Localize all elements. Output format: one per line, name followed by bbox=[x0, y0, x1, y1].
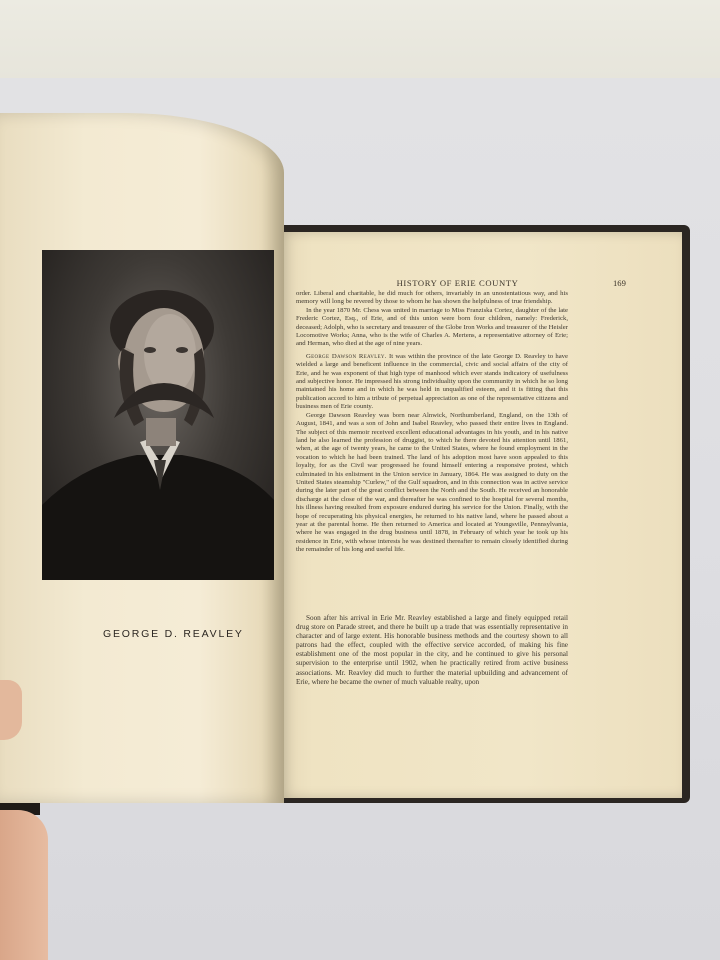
body-text-lower bbox=[296, 614, 568, 710]
hand-finger bbox=[0, 680, 22, 740]
paragraph-4: George Dawson Reavley was born near Alnwick, Northumberland, England, on the 13th of August, 1841, and was a son of John and Isabel Reavley, who passed their entire lives in England. The subject of this memoir received excellent educational advantages in his youth, and in his native land he also learned the profession of druggist, to which he there devoted his attention until 1861, when, at the age of twenty years, he came to the United States, where he found employment in the vocation to which he had been trained. The land of his adoption most have soon appealed to this loyalty, for as the Civil war progressed he found himself entering a responsive protest, which culminated in his enlistment in the Union service in January, 1864. He was assigned to duty on the United States steamship "Curlew," of the Gulf squadron, and in this connection was in active service during the later part of the great conflict between the North and the South. He received an honorable discharge at the close of the war, and thereafter he was confined to the hospital for several months, his illness having resulted from exposure endured during his service for the Union. Finally, with the hope of recuperating his physical energies, he returned to his native land, where he passed about a year at the parental home. He then returned to America and located at Youngsville, Pennsylvania, where he was engaged in the drug business until 1878, in February of which year he took up his residence in Erie, with whose interests he was destined thereafter to remain closely identified during the remainder of his long and useful life. bbox=[296, 411, 568, 554]
paragraph-3-name: George Dawson Reavley. bbox=[306, 352, 387, 360]
portrait-photo bbox=[42, 250, 274, 580]
paragraph-3-text: It was within the province of the late George D. Reavley to have wielded a large and beneficent influence in the commercial, civic and social affairs of the city of Erie, and he was exponent of that high type of manhood which ever stands indicatory of usefulness and subjective honor. He impressed his strong individuality upon the community in which he so long maintained his home and in which he was held in unqualified esteem, and it is fitting that this publication accord to him a tribute of perpetual appreciation as one of the representative citizens and business men of Erie county. bbox=[296, 352, 568, 411]
running-head: HISTORY OF ERIE COUNTY bbox=[396, 278, 519, 288]
paragraph-5: Soon after his arrival in Erie Mr. Reavley established a large and finely equipped retail drug store on Parade street, and there he built up a trade that was essentially representative in character and of large extent. His honorable business methods and the courtesy shown to all patrons had the effect, coupled with the effective service accorded, of making his fine establishment one of the most popular in the city, and he continued to give his personal supervision to the enterprise until 1902, when he practically retired from active business associations. Mr. Reavley did much to further the material upbuilding and advancement of Erie, where he became the owner of much valuable realty, upon bbox=[296, 614, 568, 686]
page-number: 169 bbox=[613, 278, 626, 288]
portrait-figure bbox=[42, 250, 274, 580]
hand-palm bbox=[0, 810, 48, 960]
paragraph-2: In the year 1870 Mr. Chess was united in marriage to Miss Franziska Cortez, daughter of the late Frederic Cortez, Esq., of Erie, and of this union were born four children, namely: Frederick, deceased; Adolph, who is secretary and treasurer of the Globe Iron Works and treasurer of the Heisler Locomotive Works; Anna, who is the wife of Charles A. Mertens, a representative attorney of Erie; and Herman, who died at the age of nine years. bbox=[296, 306, 568, 348]
paragraph-1: order. Liberal and charitable, he did much for others, invariably in an unostentatious way, and his memory will long be revered by those to whom he has shown the helpfulness of true friendship. bbox=[296, 290, 568, 306]
portrait-caption: GEORGE D. REAVLEY bbox=[103, 628, 244, 640]
paragraph-3 bbox=[296, 353, 568, 412]
background-wall bbox=[0, 0, 720, 90]
